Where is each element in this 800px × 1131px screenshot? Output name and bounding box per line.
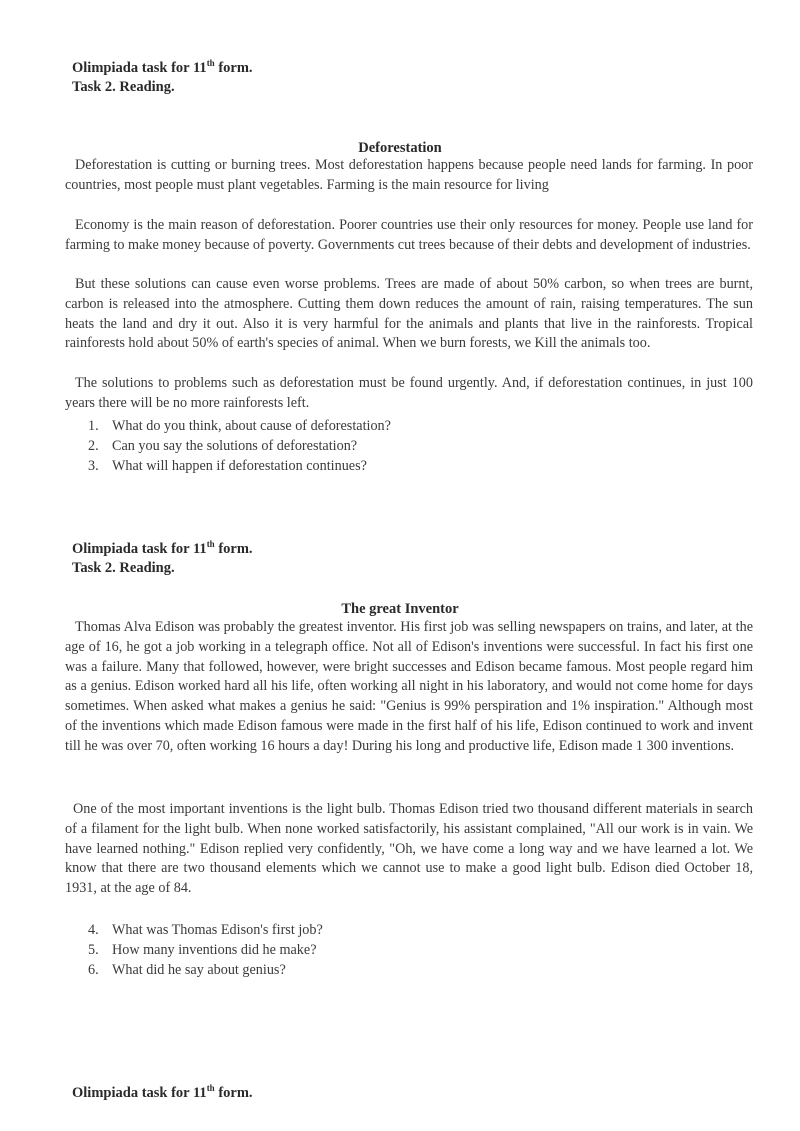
question-item bbox=[88, 416, 688, 436]
question-number: 2. bbox=[88, 438, 99, 454]
paragraph: But these solutions can cause even worse problems. Trees are made of about 50% carbon, so when trees are burnt, carbon is released into the atmosphere. Cutting them down reduces the amount of rain, raising temperatures. The sun heats the land and dry it out. Also it is very harmful for the animals and plants that live in the rainforests. Tropical rainforests hold about 50% of earth's species of animal. When we burn forests, we Kill the animals too. bbox=[65, 276, 753, 352]
task-heading-1: Task 2. Reading. bbox=[72, 79, 175, 95]
ordinal-suffix: th bbox=[206, 539, 215, 550]
question-text: What did he say about genius? bbox=[112, 962, 286, 978]
question-text: How many inventions did he make? bbox=[112, 942, 317, 958]
olympiad-heading-2 bbox=[72, 540, 253, 559]
ordinal-suffix: th bbox=[206, 58, 215, 69]
question-item bbox=[88, 436, 688, 456]
olympiad-heading-end: form. bbox=[214, 60, 253, 76]
paragraph: The solutions to problems such as deforestation must be found urgently. And, if deforestation continues, in just 100 years there will be no more rainforests left. bbox=[65, 375, 753, 411]
question-item bbox=[88, 940, 688, 960]
olympiad-heading-3 bbox=[72, 1084, 253, 1103]
paragraph: Thomas Alva Edison was probably the greatest inventor. His first job was selling newspapers on trains, and later, at the age of 16, he got a job working in a telegraph office. Not all of Edison's inventions were successful. In fact his first one was a failure. Many that followed, however, were bright successes and Edison became famous. Most people regard him as a genius. Edison worked hard all his life, often working all night in his laboratory, and would not come home for days sometimes. When asked what makes a genius he said: "Genius is 99% perspiration and 1% inspiration." Although most of the inventions which made Edison famous were made in the first half of his life, Edison continued to work and invent till he was over 70, often working 16 hours a day! During his long and productive life, Edison made 1 300 inventions. bbox=[65, 619, 753, 754]
olympiad-heading-text: Olimpiada task for 11 bbox=[72, 541, 207, 557]
olympiad-heading-end: form. bbox=[214, 541, 253, 557]
question-number: 3. bbox=[88, 458, 99, 474]
question-item bbox=[88, 960, 688, 980]
question-number: 1. bbox=[88, 418, 99, 434]
question-list-2 bbox=[88, 920, 688, 980]
question-text: What will happen if deforestation continues? bbox=[112, 458, 367, 474]
section-title-deforestation: Deforestation bbox=[358, 140, 442, 156]
olympiad-heading-text: Olimpiada task for 11 bbox=[72, 60, 207, 76]
question-text: What was Thomas Edison's first job? bbox=[112, 922, 323, 938]
question-item bbox=[88, 920, 688, 940]
ordinal-suffix: th bbox=[206, 1083, 215, 1094]
question-text: Can you say the solutions of deforestation? bbox=[112, 438, 358, 454]
question-list-1 bbox=[88, 416, 688, 476]
question-number: 6. bbox=[88, 962, 99, 978]
section-title-inventor: The great Inventor bbox=[341, 601, 459, 617]
task-heading-2: Task 2. Reading. bbox=[72, 560, 175, 576]
olympiad-heading-end: form. bbox=[214, 1085, 253, 1101]
question-number: 5. bbox=[88, 942, 99, 958]
question-item bbox=[88, 456, 688, 476]
paragraph: One of the most important inventions is the light bulb. Thomas Edison tried two thousand different materials in search of a filament for the light bulb. When none worked satisfactorily, his assistant complained, "All our work is in vain. We have learned nothing." Edison replied very confidently, "Oh, we have come a long way and we have learned a lot. We know that there are two thousand elements which we cannot use to make a good light bulb. Edison died October 18, 1931, at the age of 84. bbox=[65, 801, 753, 897]
paragraph: Deforestation is cutting or burning trees. Most deforestation happens because people need lands for farming. In poor countries, most people must plant vegetables. Farming is the main resource for living bbox=[65, 157, 753, 193]
paragraph: Economy is the main reason of deforestation. Poorer countries use their only resources for money. People use land for farming to make money because of poverty. Governments cut trees because of their debts and development of industries. bbox=[65, 217, 753, 253]
question-text: What do you think, about cause of deforestation? bbox=[112, 418, 391, 434]
olympiad-heading-text: Olimpiada task for 11 bbox=[72, 1085, 207, 1101]
olympiad-heading-1 bbox=[72, 59, 253, 78]
question-number: 4. bbox=[88, 922, 99, 938]
